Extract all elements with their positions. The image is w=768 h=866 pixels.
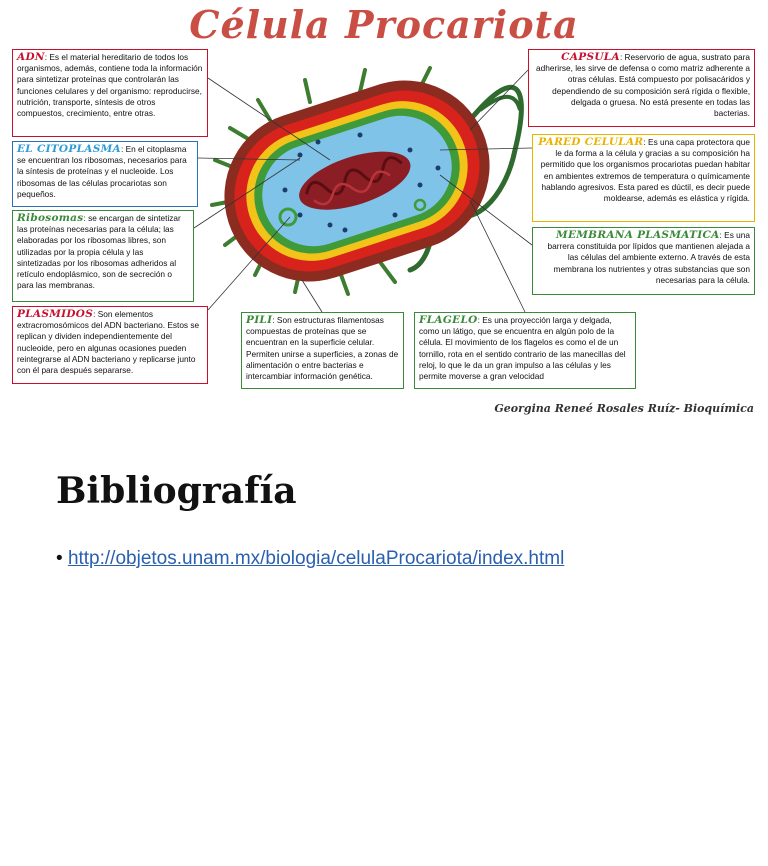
bibliography-link[interactable]: http://objetos.unam.mx/biologia/celulaProcariota/index.html [67, 548, 565, 569]
label-pili-text: : Son estructuras filamentosas compuestas de proteínas que se encuentran en la superficie celular. Permiten unirse a superficies, a zonas de alimentación o entre bacterias e intercambiar información genética. [246, 315, 399, 382]
label-pared-heading: PARED CELULAR [538, 136, 644, 148]
label-capsula-text: : Reservorio de agua, sustrato para adherirse, les sirve de defensa o como matriz adherente a otras células. Está compuesto por polisacáridos y dependiendo de su composición será rígida o flexible, delgada o gruesa. No está presente en todas las bacterias. [536, 52, 750, 119]
label-citoplasma-text: : En el citoplasma se encuentran los ribosomas, necesarios para la síntesis de proteínas y el nucleoide. Los ribosomas de las células procariotas son pequeños. [17, 144, 187, 199]
label-ribosomas-heading: Ribosomas [17, 212, 84, 224]
label-capsula [528, 49, 755, 127]
label-ribosomas-text: : se encargan de sintetizar las proteínas necesarias para la célula; las elaboradas por los ribosomas libres, son utilizadas por la propia célula y las sintetizadas por los ribosomas adheridos al retículo endoplásmico, son de secreción o para las membranas. [17, 213, 181, 291]
label-flagelo-heading: FLAGELO [419, 314, 478, 326]
label-adn-text: : Es el material hereditario de todos los organismos, además, contiene toda la información para sintetizar proteínas que controlarán las funciones celulares y del organismo: reproducirse, nutrición, transporte, síntesis de otros compuestos, crecimiento, entre otras. [17, 52, 203, 119]
label-pared-text: : Es una capa protectora que le da forma a la célula y gracias a su composición ha permitido que los organismos procariotas puedan habitar en ambientes extremos de temperatura o químicamente hablando agresivos. Esta pared es dúctil, es decir puede moldearse, además es elástica y rígida. [540, 137, 750, 204]
bullet: • [56, 548, 63, 569]
label-capsula-heading: CAPSULA [561, 51, 620, 63]
label-citoplasma-heading: EL CITOPLASMA [17, 143, 121, 155]
page-title: Célula Procariota [189, 2, 579, 47]
label-pared-celular [532, 134, 755, 222]
label-membrana-heading: MEMBRANA PLASMATICA [556, 229, 720, 241]
bibliography-item [56, 548, 564, 570]
label-ribosomas [12, 210, 194, 302]
label-membrana-text: : Es una barrera constituida por lípidos que mantienen alejada a las células del ambiente externo. A través de esta membrana los nutrientes y otras substancias que son necesarias para la célula. [547, 230, 750, 285]
label-pili-heading: PILI [246, 314, 273, 326]
label-plasmidos [12, 306, 208, 384]
label-adn [12, 49, 208, 137]
label-pili [241, 312, 404, 389]
label-membrana-plasmatica [532, 227, 755, 295]
bibliography-title: Bibliografía [56, 470, 297, 512]
label-plasmidos-text: : Son elementos extracromosómicos del ADN bacteriano. Estos se replican y dividen independientemente del nucleoide, pero en algunas ocasiones pueden reintegrarse al ADN bacteriano y replicarse junto con él para después separarse. [17, 309, 200, 376]
label-citoplasma [12, 141, 198, 207]
label-adn-heading: ADN [17, 51, 45, 63]
label-plasmidos-heading: PLASMIDOS [17, 308, 94, 320]
author-credit: Georgina Reneé Rosales Ruíz- Bioquímica [494, 402, 754, 415]
label-flagelo-text: : Es una proyección larga y delgada, como un látigo, que se encuentra en algún polo de la célula. El movimiento de los flagelos es como el de un tornillo, rota en el sentido contrario de las manecillas del reloj, lo que le da un gran impulso a las células y les permite moverse a gran velocidad [419, 315, 626, 382]
label-flagelo [414, 312, 636, 389]
